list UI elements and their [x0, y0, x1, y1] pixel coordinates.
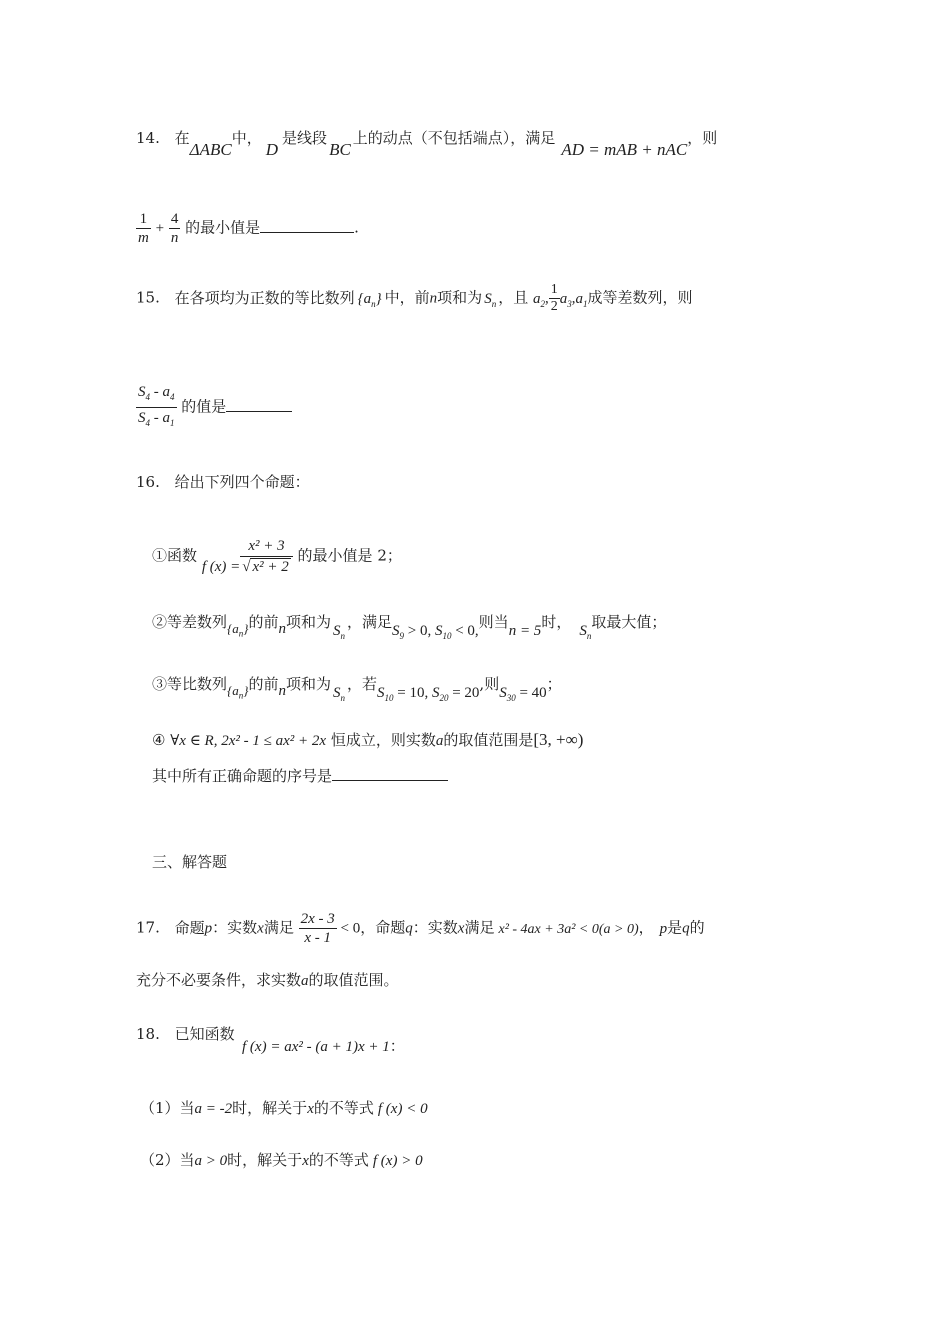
- q18-number: 18.: [136, 1025, 160, 1043]
- q17-quadratic-inequality: x² - 4ax + 3a² < 0(a > 0): [498, 921, 639, 937]
- q16-var-a: a: [435, 733, 444, 749]
- q15-sequence-an: $\{a_n\}$: [357, 290, 382, 309]
- circled-number-2: ②: [152, 613, 168, 631]
- q15-text: 成等差数列，则: [587, 288, 693, 307]
- q16-sum-sn: $S_n$: [332, 623, 345, 641]
- q17-var-p: p: [659, 920, 668, 937]
- q15-text: 在各项均为正数的等比数列: [174, 288, 355, 307]
- fraction-denominator: $S_4 - a_1$: [136, 407, 177, 433]
- q17-text: ：实数: [212, 918, 258, 937]
- q15-term-a1: $a_1$: [575, 290, 588, 309]
- circled-number-4: ④: [152, 731, 166, 749]
- q17-line2: [136, 970, 399, 991]
- q17-text: 充分不必要条件，求实数: [136, 971, 302, 989]
- q15-term-a3: $a_3$: [559, 290, 572, 309]
- q18-function-line: [242, 1036, 405, 1057]
- q16-text: 的前: [248, 613, 279, 631]
- q14-text: 在: [174, 129, 190, 147]
- q14-number: 14.: [136, 129, 160, 147]
- q16-proposition-1: [152, 536, 402, 577]
- q17-number: 17.: [136, 918, 160, 937]
- q17-text: 的: [689, 918, 705, 937]
- q16-sequence-an: $\{a_n\}$: [227, 621, 249, 639]
- q15-line2: [136, 382, 292, 433]
- q16-proposition-2: [152, 612, 667, 641]
- q16-range: [3, +∞): [533, 730, 584, 749]
- q18-var-x: x: [307, 1101, 314, 1117]
- section-title-line: [152, 852, 227, 872]
- circled-number-3: ③: [152, 675, 168, 693]
- q17-text: 命题: [174, 918, 205, 937]
- q16-text: 项和为: [285, 613, 331, 631]
- q14-fraction-4-over-n: [169, 210, 181, 247]
- fraction-denominator: x - 1: [299, 928, 337, 947]
- q15-expression-fraction: [136, 382, 177, 433]
- q16-text: ，若: [346, 675, 377, 693]
- q18-sub1-inequality: f (x) < 0: [377, 1101, 428, 1117]
- q16-text: ,则: [479, 675, 500, 693]
- q16-function-fraction: [240, 536, 293, 577]
- q16-text: 取最大值；: [591, 613, 667, 631]
- q17-var-a: a: [301, 973, 309, 989]
- q16-sum-sn: $S_n$: [579, 623, 592, 641]
- q16-proposition-3: [152, 674, 562, 703]
- q16-title: 给出下列四个命题：: [174, 473, 310, 491]
- q15-text: 的值是: [181, 397, 227, 416]
- q16-condition-s10-s20: $S_{10} = 10$, $S_{20} = 20$: [376, 685, 480, 703]
- q16-text: 的取值范围是: [443, 731, 534, 749]
- q16-sequence-an: $\{a_n\}$: [227, 683, 249, 701]
- q17-less-than-zero: < 0: [336, 920, 361, 937]
- q18-text: ：: [389, 1037, 405, 1055]
- q18-sub2-condition: a > 0: [194, 1153, 228, 1169]
- q16-title-line: [136, 472, 310, 492]
- q15-line1: [136, 282, 693, 315]
- q17-text: 满足: [464, 918, 495, 937]
- q16-inequality: ∀x ∈ R, 2x² - 1 ≤ ax² + 2x: [170, 733, 327, 749]
- q16-text: 函数: [167, 546, 198, 565]
- q17-text: ，命题: [360, 918, 406, 937]
- q14-answer-blank[interactable]: [260, 218, 354, 233]
- fraction-numerator: 1: [550, 282, 558, 297]
- q17-var-q: q: [682, 920, 690, 937]
- q18-subquestion-1: [140, 1098, 428, 1119]
- q14-segment-bc: BC: [329, 140, 351, 159]
- q14-line2: [136, 210, 359, 247]
- q17-fraction: [299, 910, 337, 947]
- q17-text: 是: [667, 918, 683, 937]
- q16-condition-s30: $S_{30} = 40$: [499, 685, 547, 703]
- fraction-denominator: n: [170, 230, 179, 246]
- q14-line1: [136, 128, 718, 159]
- q18-subquestion-2: [140, 1150, 423, 1171]
- q17-var-q: q: [405, 920, 413, 937]
- q16-answer-line: [152, 766, 448, 786]
- circled-number-1: ①: [152, 546, 168, 565]
- fraction-denominator: 2: [550, 299, 558, 314]
- q15-text: ，且: [498, 288, 529, 307]
- q16-text: 项和为: [285, 675, 331, 693]
- comma: ,: [571, 290, 576, 307]
- q16-number: 16.: [136, 473, 160, 491]
- q14-text: 的最小值是: [185, 218, 261, 237]
- q18-text: 已知函数: [174, 1025, 235, 1043]
- q16-text: 的前: [248, 675, 279, 693]
- fraction-numerator: 4: [170, 211, 179, 227]
- fraction-numerator: x² + 3: [248, 538, 285, 554]
- q16-proposition-4: [152, 730, 583, 751]
- q14-text: ，则: [687, 129, 718, 147]
- q16-text: 的最小值是 2；: [297, 546, 402, 565]
- q16-function-f: f (x) =: [201, 558, 241, 575]
- q15-text: 项和为: [437, 288, 483, 307]
- q15-var-n: n: [429, 290, 438, 307]
- q18-line1: [136, 1024, 235, 1044]
- q16-text: 等比数列: [167, 675, 228, 693]
- q18-sub1-condition: a = -2: [194, 1101, 233, 1117]
- q18-function: f (x) = ax² - (a + 1)x + 1: [242, 1039, 390, 1055]
- q17-line1: [136, 910, 705, 947]
- fraction-numerator: 2x - 3: [300, 911, 335, 927]
- q17-text: 满足: [263, 918, 294, 937]
- q15-term-a2: $a_2$: [532, 290, 545, 309]
- q16-n-equals-5: n = 5: [508, 623, 542, 639]
- q17-var-x: x: [457, 920, 465, 937]
- q17-text: ，: [638, 918, 654, 937]
- q15-number: 15.: [136, 288, 160, 307]
- q16-text: ；: [546, 675, 562, 693]
- q17-text: 的取值范围。: [308, 971, 399, 989]
- q17-var-x: x: [257, 920, 264, 937]
- q15-fraction-half: [549, 282, 560, 315]
- q16-text: 等差数列: [167, 613, 228, 631]
- q18-text: 的不等式: [308, 1151, 369, 1169]
- q15-answer-blank[interactable]: [226, 397, 292, 412]
- q18-text: 时，解关于: [227, 1151, 303, 1169]
- q17-text: ：实数: [412, 918, 458, 937]
- q14-text: 中，: [231, 129, 262, 147]
- q14-text: 是线段: [282, 129, 328, 147]
- comma: ,: [544, 290, 549, 307]
- q18-text: 的不等式: [313, 1099, 374, 1117]
- q14-vector-equation: AD = mAB + nAC: [561, 140, 688, 159]
- q16-var-n: n: [278, 621, 286, 637]
- section-title: 三、解答题: [152, 853, 228, 871]
- q18-sub2-inequality: f (x) > 0: [372, 1153, 423, 1169]
- q16-answer-blank[interactable]: [332, 766, 448, 781]
- q16-sum-sn: $S_n$: [332, 685, 345, 703]
- q15-sum-sn: $S_n$: [484, 290, 497, 309]
- fraction-numerator: $S_4 - a_4$: [138, 384, 175, 402]
- q16-text: 恒成立，则实数: [330, 731, 436, 749]
- q16-text: ，满足: [346, 613, 392, 631]
- sqrt-sign: √ x² + 2: [242, 559, 289, 575]
- fraction-numerator: 1: [139, 211, 148, 227]
- q14-fraction-1-over-m: [136, 210, 151, 247]
- fraction-denominator: [240, 556, 293, 577]
- q14-text: .: [354, 218, 359, 237]
- q14-triangle: ΔABC: [189, 140, 232, 159]
- q18-sub1-label: （1）当: [140, 1099, 195, 1117]
- q16-text: 则当: [478, 613, 509, 631]
- q16-answer-label: 其中所有正确命题的序号是: [152, 767, 333, 785]
- q16-text: 时，: [541, 613, 572, 631]
- q18-var-x: x: [302, 1153, 309, 1169]
- q16-var-n: n: [278, 683, 286, 699]
- q15-text: 中，前: [384, 288, 430, 307]
- q16-condition-s9-s10: $S_9 > 0$, $S_{10} < 0$,: [391, 623, 479, 641]
- q14-point-d: D: [265, 140, 279, 159]
- q18-sub2-label: （2）当: [140, 1151, 195, 1169]
- q14-text: 上的动点（不包括端点），满足: [352, 129, 556, 147]
- q17-var-p: p: [204, 920, 213, 937]
- q18-text: 时，解关于: [232, 1099, 308, 1117]
- plus-sign: +: [155, 220, 165, 237]
- fraction-denominator: m: [138, 230, 149, 246]
